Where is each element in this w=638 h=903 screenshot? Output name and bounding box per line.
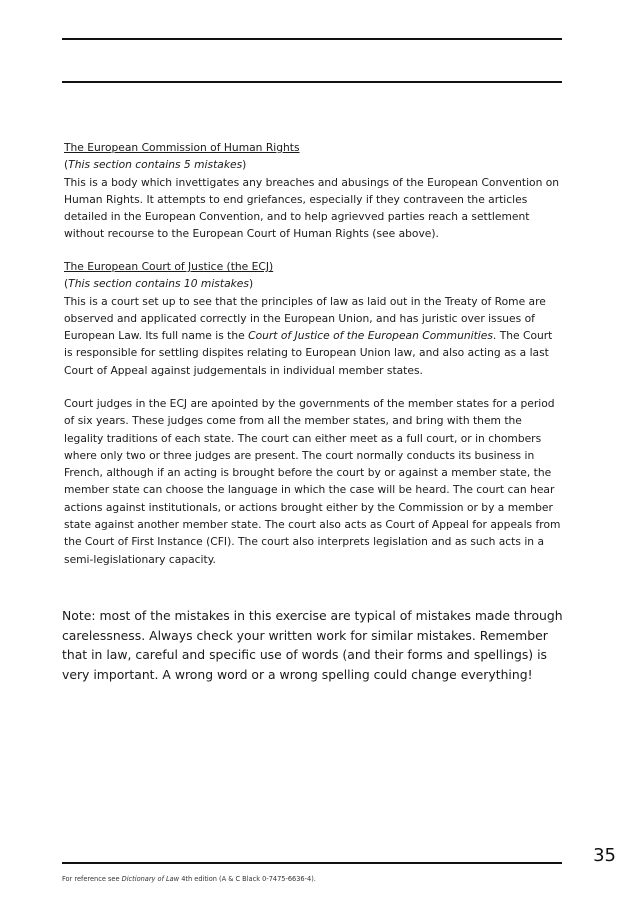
section-body: This is a court set up to see that the principles of law as laid out in the Treaty of Rome are observed and applicated correctly in the European Union, and has juristic over issues of European Law. Its full name is the Court of Justice of the European Communities. The Court is responsible for settling dispites relating to European Union law, and also acting as a last Court of Appeal against judgementals in individual member states.	[64, 294, 553, 377]
second-rule	[62, 81, 562, 83]
exercise-note: Note: most of the mistakes in this exercise are typical of mistakes made through carelessness. Always check your written work for similar mistakes. Remember that in law, careful and specific use of words (and their forms and spellings) is very important. A wrong word or a wrong spelling could change everything!	[62, 608, 563, 682]
section-body: Court judges in the ECJ are apointed by the governments of the member states for a period of six years. These judges come from all the member states, and bring with them the legality traditions of each state. The court can either meet as a full court, or in chombers where only two or three judges are present. The court normally conducts its business in French, although if an acting is brought before the court by or against a member state, the member state can choose the language in which the case will be heard. The court can hear actions against institutionals, or actions brought either by the Commission or by a member state against another member state. The court also acts as Court of Appeal for appeals from the Court of First Instance (CFI). The court also interprets legislation and as such acts in a semi-legislationary capacity.	[64, 397, 561, 566]
page-number: 35	[593, 845, 616, 866]
footer-rule	[62, 862, 562, 864]
top-rule	[62, 38, 562, 40]
section-body: This is a body which invettigates any breaches and abusings of the European Convention on Human Rights. It attempts to end griefances, especially if they contraveen the articles detailed in the European Convention, and to help agrievved parties reach a settlement without recourse to the European Court of Human Rights (see above).	[64, 175, 560, 241]
section-mistake-count: (This section contains 5 mistakes)	[64, 158, 247, 172]
section-title: The European Commission of Human Rights	[64, 141, 300, 154]
section-title: The European Court of Justice (the ECJ)	[64, 260, 274, 273]
section-mistake-count: (This section contains 10 mistakes)	[64, 277, 254, 291]
section-commission	[64, 139, 562, 243]
footer-reference: For reference see Dictionary of Law 4th edition (A & C Black 0-7475-6636-4).	[62, 875, 316, 883]
section-ecj-judges	[64, 395, 562, 568]
section-ecj	[64, 258, 562, 379]
